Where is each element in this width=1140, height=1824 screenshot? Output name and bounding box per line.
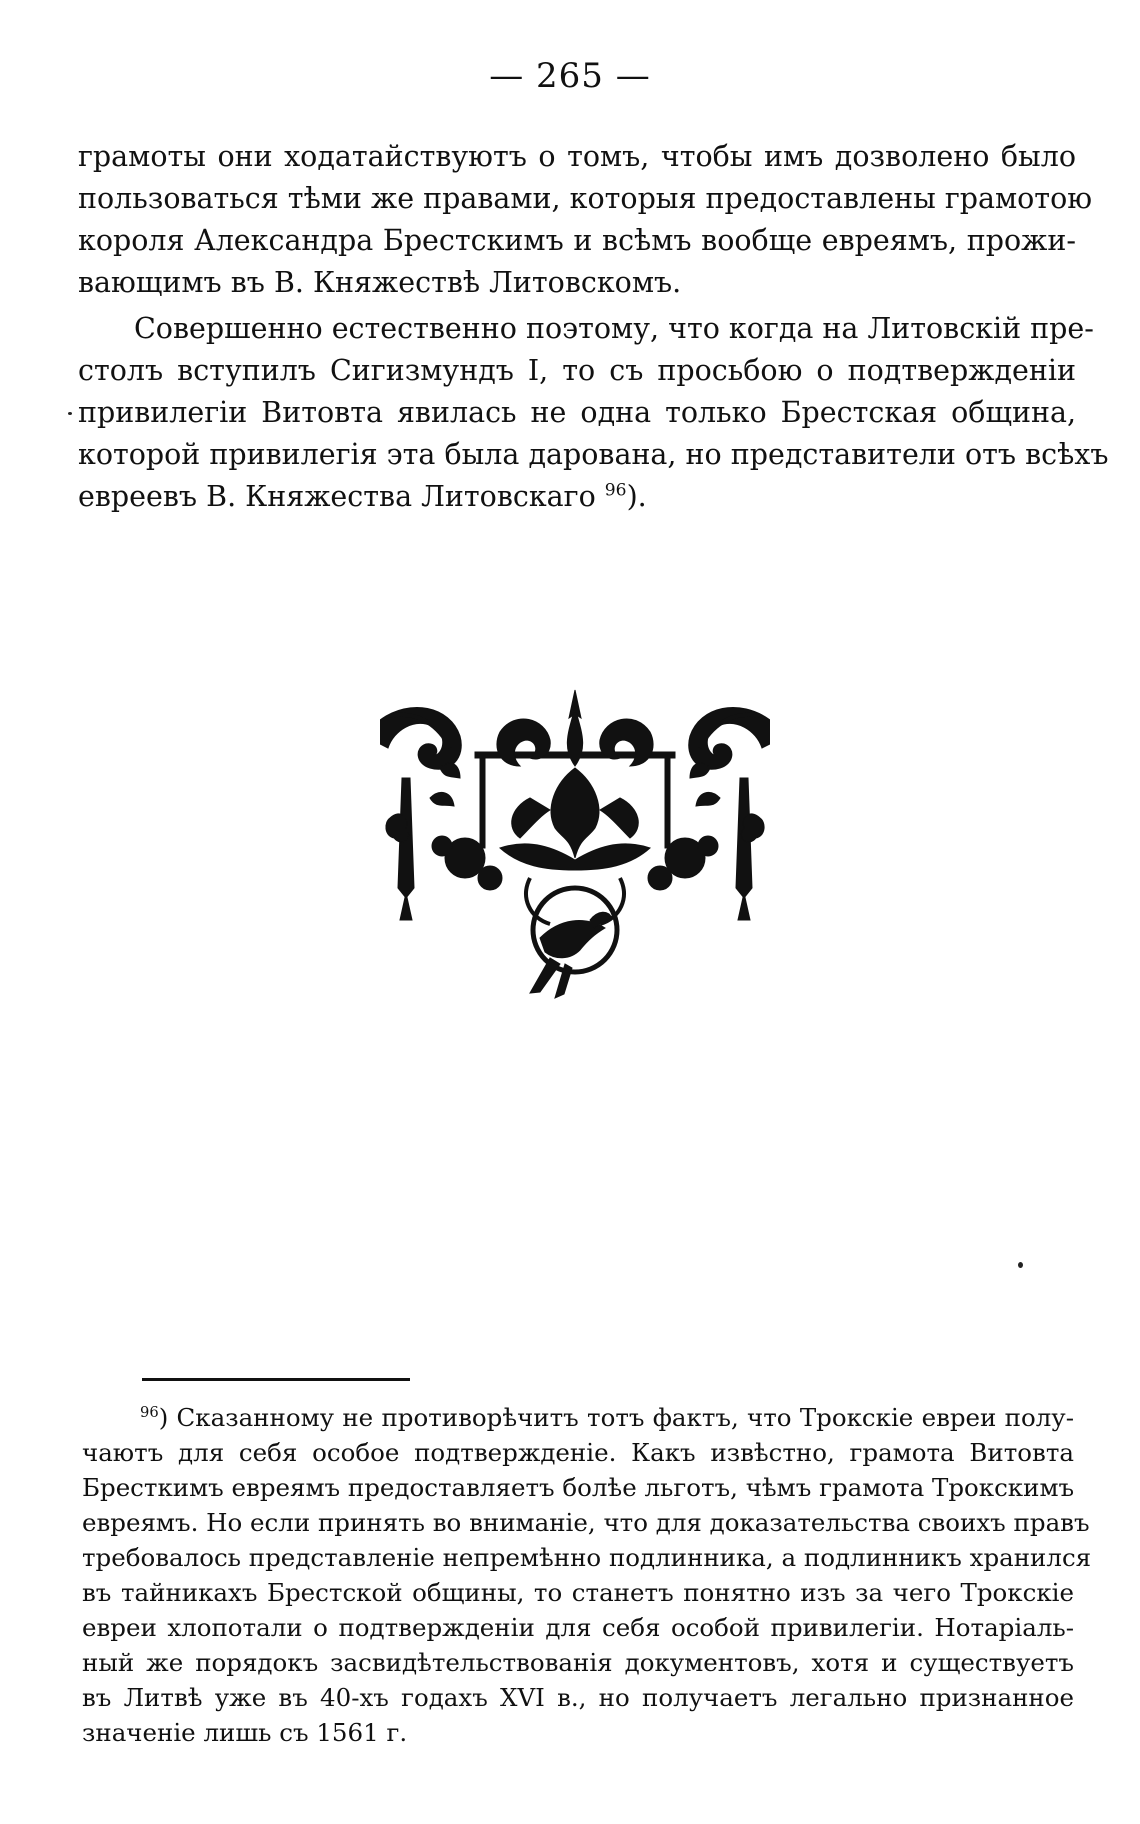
- text-line-with-footnote: [78, 476, 1076, 518]
- footnote-line: евреи хлопотали о подтвержденіи для себя особой привилегіи. Нотаріаль-: [82, 1613, 1074, 1642]
- text-line: столъ вступилъ Сигизмундъ I, то съ просьбою о подтвержденіи: [78, 354, 1076, 387]
- text-line: которой привилегія эта была дарована, но представители отъ всѣхъ: [78, 438, 1109, 471]
- footnote-line: въ тайникахъ Брестской общины, то станетъ понятно изъ за чего Трокскіе: [82, 1578, 1074, 1607]
- text-line: Совершенно естественно поэтому, что когда на Литовскій пре-: [134, 312, 1094, 345]
- page-number: — 265 —: [489, 56, 651, 96]
- footnote-separator: [142, 1378, 410, 1381]
- footnote-line: Бресткимъ евреямъ предоставляетъ болѣе льготъ, чѣмъ грамота Трокскимъ: [82, 1473, 1075, 1502]
- text-line: грамоты они ходатайствуютъ о томъ, чтобы имъ дозволено было: [78, 140, 1076, 173]
- footnote-first-line: [82, 1400, 1074, 1435]
- text-line: евреевъ В. Княжества Литовскаго: [78, 480, 596, 513]
- footnote-line: требовалось представленіе непремѣнно подлинника, а подлинникъ хранился: [82, 1543, 1092, 1572]
- print-speck: [68, 412, 72, 415]
- footnote-reference[interactable]: 96: [604, 480, 627, 501]
- main-text: [78, 136, 1109, 518]
- footnote-line: чаютъ для себя особое подтвержденіе. Какъ извѣстно, грамота Витовта: [82, 1438, 1074, 1467]
- text-line: привилегіи Витовта явилась не одна только Брестская община,: [78, 396, 1076, 429]
- text-line: пользоваться тѣми же правами, которыя предоставлены грамотою: [78, 182, 1093, 215]
- text-line: короля Александра Брестскимъ и всѣмъ вообще евреямъ, прожи-: [78, 224, 1076, 257]
- footnote-marker-close: ): [158, 1403, 169, 1432]
- footnote-line: евреямъ. Но если принять во вниманіе, что для доказательства своихъ правъ: [82, 1508, 1090, 1537]
- footnote-line: Сказанному не противорѣчитъ тотъ фактъ, что Трокскіе евреи полу-: [176, 1403, 1074, 1432]
- footnote-line: ный же порядокъ засвидѣтельствованія документовъ, хотя и существуетъ: [82, 1648, 1074, 1677]
- text-line: вающимъ въ В. Княжествѣ Литовскомъ.: [78, 266, 682, 299]
- footnote-96: [82, 1400, 1092, 1750]
- footnote-line: значеніе лишь съ 1561 г.: [82, 1718, 408, 1747]
- paragraph-1: [78, 136, 1093, 304]
- footnote-line: въ Литвѣ уже въ 40-хъ годахъ XVI в., но получаетъ легально признанное: [82, 1683, 1074, 1712]
- floral-vignette-with-bird-icon: [380, 688, 770, 1018]
- print-speck: [1018, 1262, 1023, 1268]
- paragraph-2: [78, 308, 1109, 518]
- footnote-reference-close: ).: [626, 480, 647, 513]
- footnote-marker: 96: [140, 1403, 159, 1421]
